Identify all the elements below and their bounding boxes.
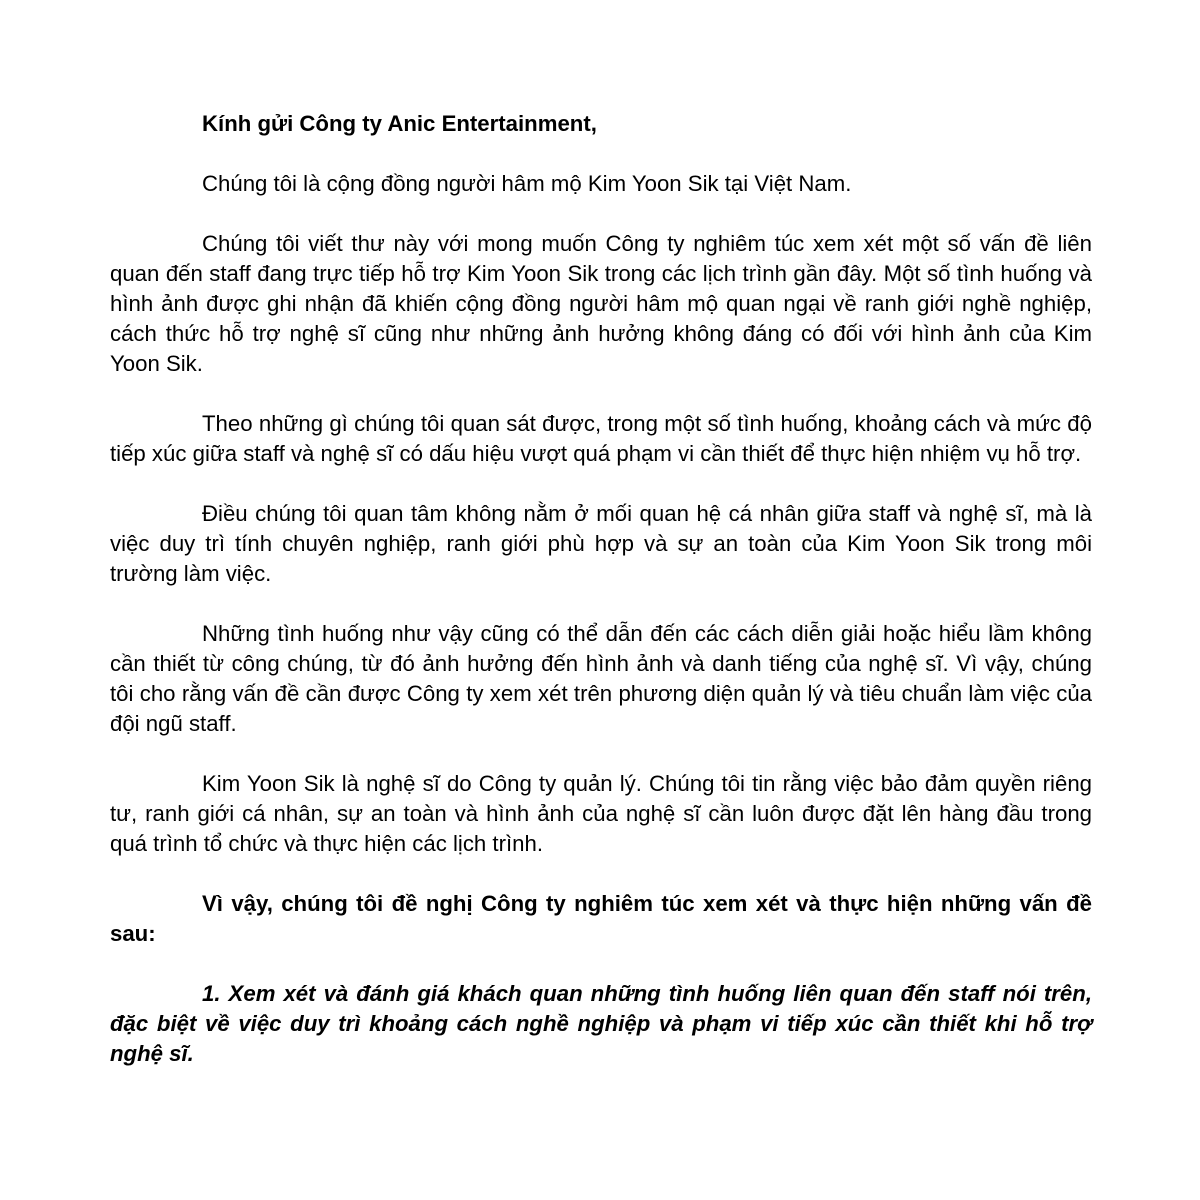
- paragraph-consequence: Những tình huống như vậy cũng có thể dẫn đến các cách diễn giải hoặc hiểu lầm không cần thiết từ công chúng, từ đó ảnh hưởng đến hình ảnh và danh tiếng của nghệ sĩ. Vì vậy, chúng tôi cho rằng vấn đề cần được Công ty xem xét trên phương diện quản lý và tiêu chuẩn làm việc của đội ngũ staff.: [110, 621, 1092, 736]
- letter-body: [110, 109, 1092, 1069]
- request-heading: Vì vậy, chúng tôi đề nghị Công ty nghiêm túc xem xét và thực hiện những vấn đề sau:: [110, 891, 1092, 946]
- paragraph-purpose: Chúng tôi viết thư này với mong muốn Công ty nghiêm túc xem xét một số vấn đề liên quan đến staff đang trực tiếp hỗ trợ Kim Yoon Sik trong các lịch trình gần đây. Một số tình huống và hình ảnh được ghi nhận đã khiến cộng đồng người hâm mộ quan ngại về ranh giới nghề nghiệp, cách thức hỗ trợ nghệ sĩ cũng như những ảnh hưởng không đáng có đối với hình ảnh của Kim Yoon Sik.: [110, 231, 1092, 376]
- paragraph-observation: Theo những gì chúng tôi quan sát được, trong một số tình huống, khoảng cách và mức độ tiếp xúc giữa staff và nghệ sĩ có dấu hiệu vượt quá phạm vi cần thiết để thực hiện nhiệm vụ hỗ trợ.: [110, 411, 1092, 466]
- paragraph-concern: Điều chúng tôi quan tâm không nằm ở mối quan hệ cá nhân giữa staff và nghệ sĩ, mà là việc duy trì tính chuyên nghiệp, ranh giới phù hợp và sự an toàn của Kim Yoon Sik trong môi trường làm việc.: [110, 501, 1092, 586]
- greeting-text: Kính gửi Công ty Anic Entertainment,: [202, 111, 597, 136]
- paragraph-intro: Chúng tôi là cộng đồng người hâm mộ Kim Yoon Sik tại Việt Nam.: [202, 171, 852, 196]
- letter-greeting: [110, 109, 1092, 139]
- request-item: 1. Xem xét và đánh giá khách quan những tình huống liên quan đến staff nói trên, đặc biệt về việc duy trì khoảng cách nghề nghiệp và phạm vi tiếp xúc cần thiết khi hỗ trợ nghệ sĩ.: [110, 981, 1092, 1066]
- paragraph-artist-management: Kim Yoon Sik là nghệ sĩ do Công ty quản lý. Chúng tôi tin rằng việc bảo đảm quyền riêng tư, ranh giới cá nhân, sự an toàn và hình ảnh của nghệ sĩ cần luôn được đặt lên hàng đầu trong quá trình tổ chức và thực hiện các lịch trình.: [110, 771, 1092, 856]
